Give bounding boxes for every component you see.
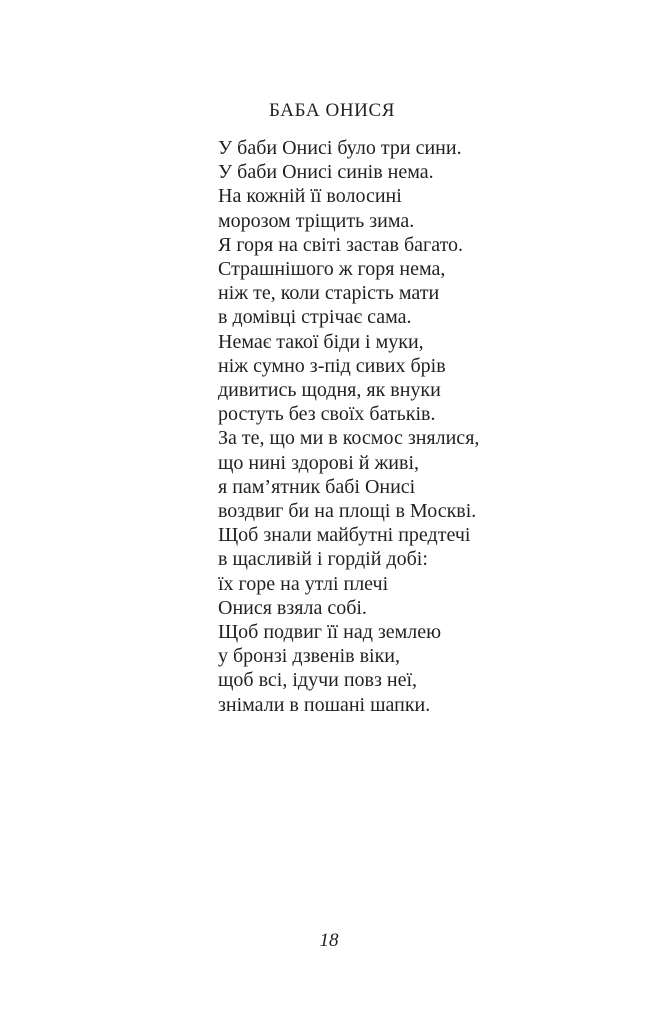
poem-line: У баби Онисі було три сини. — [218, 137, 462, 159]
poem-line: Страшнішого ж горя нема, — [218, 258, 446, 281]
poem-line: Я горя на світі застав багато. — [218, 233, 464, 256]
poem-line: За те, що ми в космос знялися, — [218, 427, 480, 450]
poem-line: морозом тріщить зима. — [218, 209, 415, 232]
poem-line: ростуть без своїх батьків. — [218, 403, 436, 426]
poem-line: Немає такої біди і муки, — [218, 330, 424, 353]
poem-line: воздвиг би на площі в Москві. — [218, 500, 477, 523]
poem-line: їх горе на утлі плечі — [218, 572, 389, 595]
poem-line: дивитись щодня, як внуки — [218, 379, 441, 402]
poem-line: в домівці стрічає сама. — [218, 306, 412, 329]
poem-line: що нині здорові й живі, — [218, 451, 420, 474]
poem-line: я пам’ятник бабі Онисі — [218, 475, 416, 498]
page-number: 18 — [319, 930, 339, 951]
poem-line: Онися взяла собі. — [218, 596, 367, 619]
poem-line: ніж сумно з-під сивих брів — [218, 354, 446, 377]
poem-line: ніж те, коли старість мати — [218, 282, 440, 305]
poem-line: в щасливій і гордій добі: — [218, 548, 428, 571]
poem-line: щоб всі, ідучи повз неї, — [218, 669, 418, 692]
poem-line: знімали в пошані шапки. — [218, 693, 431, 716]
poem-line: У баби Онисі синів нема. — [218, 161, 434, 184]
poem-line: На кожній її волосині — [218, 185, 402, 208]
poem-line: Щоб подвиг її над землею — [218, 621, 442, 644]
poem-line: Щоб знали майбутні предтечі — [218, 524, 471, 547]
poem-title: БАБА ОНИСЯ — [269, 100, 396, 121]
poem-line: у бронзі дзвенів віки, — [218, 645, 400, 668]
poem-text — [218, 136, 479, 717]
